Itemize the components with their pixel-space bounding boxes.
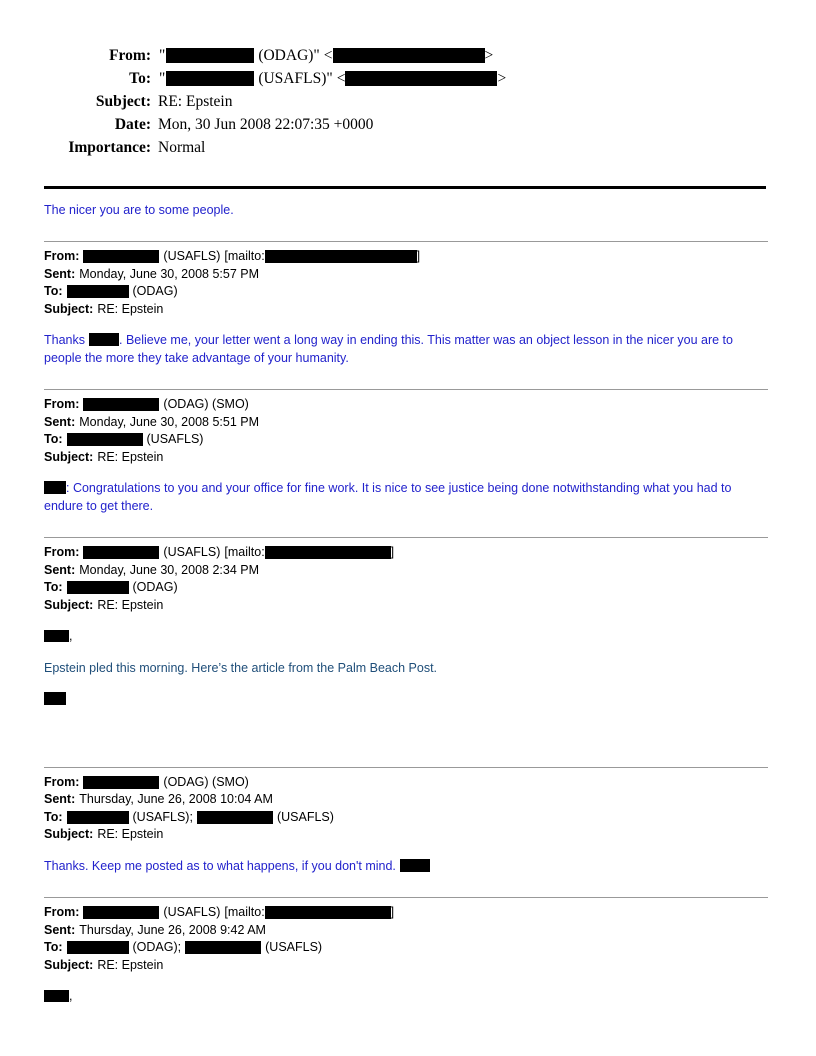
header-value-subject: RE: Epstein [158,93,233,110]
angle-close: > [484,47,494,64]
message-to-org: (USAFLS) [146,432,204,446]
message-label-from: From: [44,905,80,919]
message-subject-line [44,957,768,975]
message-to-line [44,283,768,301]
quote-open: " [159,70,166,87]
message-body-post: Thanks. Keep me posted as to what happens, if you don't mind. [44,858,396,873]
message-sent-value: Monday, June 30, 2008 2:34 PM [79,562,259,577]
redaction-bar [44,692,66,705]
redaction-bar [333,48,485,63]
message-body [44,480,768,515]
message-headers [44,248,768,318]
message-label-from: From: [44,774,80,789]
message-sent-line [44,791,768,809]
message-divider [44,537,768,538]
message-body [44,332,768,367]
header-row-importance [46,138,770,157]
message-body-post: : Congratulations to you and your office for fine work. It is nice to see justice being done notwithstanding what you had to endure to get there. [44,481,732,513]
quoted-message [44,241,768,367]
quoted-message [44,537,768,709]
message-label-to: To: [44,580,63,594]
redaction-bar [67,941,129,954]
header-row-from [46,46,770,65]
message-body [44,660,768,678]
message-label-sent: Sent: [44,266,76,281]
message-subject-value: RE: Epstein [97,827,164,841]
redaction-bar [265,250,417,263]
message-sent-line [44,266,768,284]
redaction-bar [83,546,159,559]
message-mailto-close: ] [416,249,421,263]
message-body-pre: Thanks [44,333,85,347]
message-mailto-close: ] [390,545,395,559]
angle-open: < [336,70,346,87]
message-sent-line [44,922,768,940]
salutation-comma: , [69,629,73,643]
message-headers [44,396,768,466]
redaction-bar [345,71,497,86]
header-label-date: Date: [114,116,151,133]
message-label-to: To: [44,940,63,954]
message-subject-line [44,597,768,615]
message-divider [44,897,768,898]
redaction-bar [400,859,430,872]
email-body [44,202,768,1006]
message-headers [44,774,768,844]
message-subject-line [44,449,768,467]
message-label-from: From: [44,545,80,559]
message-mailto-open: [mailto: [224,249,265,263]
message-label-sent: Sent: [44,562,76,577]
message-from-line [44,904,768,922]
header-row-to [46,69,770,88]
message-sent-line [44,562,768,580]
message-subject-line [44,301,768,319]
redaction-bar [67,811,129,824]
header-value-to [158,69,506,88]
header-label-importance: Importance: [68,139,151,156]
redaction-bar [44,630,69,642]
message-label-sent: Sent: [44,922,76,937]
message-from-line [44,248,768,266]
header-label-subject: Subject: [95,93,151,110]
header-value-from [158,46,493,65]
message-to-org: (ODAG) [132,284,178,298]
message-to-org-2: (USAFLS) [265,940,323,954]
message-label-subject: Subject: [44,827,94,841]
intro-text: The nicer you are to some people. [44,203,234,217]
message-from-line [44,774,768,792]
message-subject-value: RE: Epstein [97,449,164,464]
message-subject-value: RE: Epstein [97,597,164,612]
header-label-from: From: [109,47,151,64]
email-header [46,46,770,161]
message-sent-value: Thursday, June 26, 2008 10:04 AM [79,792,273,806]
message-subject-line [44,826,768,844]
angle-close: > [497,70,507,87]
message-sent-value: Thursday, June 26, 2008 9:42 AM [79,922,266,937]
message-divider [44,389,768,390]
message-label-subject: Subject: [44,597,94,612]
message-sent-value: Monday, June 30, 2008 5:51 PM [79,414,259,429]
message-signature [44,691,768,709]
message-from-org: (USAFLS) [163,249,221,263]
message-label-from: From: [44,249,80,263]
message-to-org-1: (USAFLS); [132,809,193,824]
message-body-post: Epstein pled this morning. Here’s the article from the Palm Beach Post. [44,660,438,675]
header-label-to: To: [129,70,151,87]
message-sent-line [44,414,768,432]
quoted-message [44,897,768,1006]
message-mailto-open: [mailto: [224,905,265,919]
message-to-org: (ODAG) [132,580,178,594]
message-label-to: To: [44,432,63,446]
redaction-bar [83,776,159,789]
angle-open: < [323,47,333,64]
redaction-bar [83,250,159,263]
message-mailto-open: [mailto: [224,545,265,559]
message-to-org-2: (USAFLS) [276,809,334,824]
message-salutation [44,628,768,646]
message-to-line [44,431,768,449]
redaction-bar [67,285,129,298]
message-from-org: (USAFLS) [163,905,221,919]
message-from-line [44,544,768,562]
redaction-bar [166,48,254,63]
redaction-bar [83,906,159,919]
header-to-org: (USAFLS)" [258,70,333,87]
message-label-sent: Sent: [44,792,76,806]
message-sent-value: Monday, June 30, 2008 5:57 PM [79,266,259,281]
header-row-date [46,115,770,134]
message-mailto-close: ] [390,905,395,919]
message-headers [44,544,768,614]
message-label-sent: Sent: [44,414,76,429]
message-from-org: (ODAG) (SMO) [163,397,249,411]
header-row-subject [46,92,770,111]
message-to-line [44,809,768,827]
message-divider [44,241,768,242]
message-subject-value: RE: Epstein [97,957,164,972]
message-from-org: (ODAG) (SMO) [163,774,249,789]
header-value-importance: Normal [158,139,206,156]
message-from-line [44,396,768,414]
redaction-bar [89,333,119,346]
message-label-to: To: [44,284,63,298]
redaction-bar [44,481,66,494]
redaction-bar [67,581,129,594]
salutation-comma: , [69,989,73,1003]
message-label-from: From: [44,397,80,411]
message-body-post: . Believe me, your letter went a long way in ending this. This matter was an object lesson in the nicer you are to people the more they take advantage of your humanity. [44,333,733,365]
message-salutation [44,988,768,1006]
message-to-line [44,939,768,957]
header-from-org: (ODAG)" [258,47,320,64]
redaction-bar [44,990,69,1002]
redaction-bar [166,71,254,86]
message-subject-value: RE: Epstein [97,301,164,316]
header-divider [44,186,766,189]
message-to-org-1: (ODAG); [132,940,182,954]
quote-open: " [159,47,166,64]
message-label-subject: Subject: [44,301,94,316]
redaction-bar [197,811,273,824]
message-divider [44,767,768,768]
message-label-to: To: [44,809,63,824]
message-body [44,858,768,876]
redaction-bar [185,941,261,954]
quoted-message [44,767,768,876]
quoted-message [44,389,768,515]
redaction-bar [83,398,159,411]
message-headers [44,904,768,974]
redaction-bar [67,433,143,446]
message-label-subject: Subject: [44,957,94,972]
message-from-org: (USAFLS) [163,545,221,559]
message-label-subject: Subject: [44,449,94,464]
message-to-line [44,579,768,597]
header-value-date: Mon, 30 Jun 2008 22:07:35 +0000 [158,116,374,133]
redaction-bar [265,906,391,919]
redaction-bar [265,546,391,559]
